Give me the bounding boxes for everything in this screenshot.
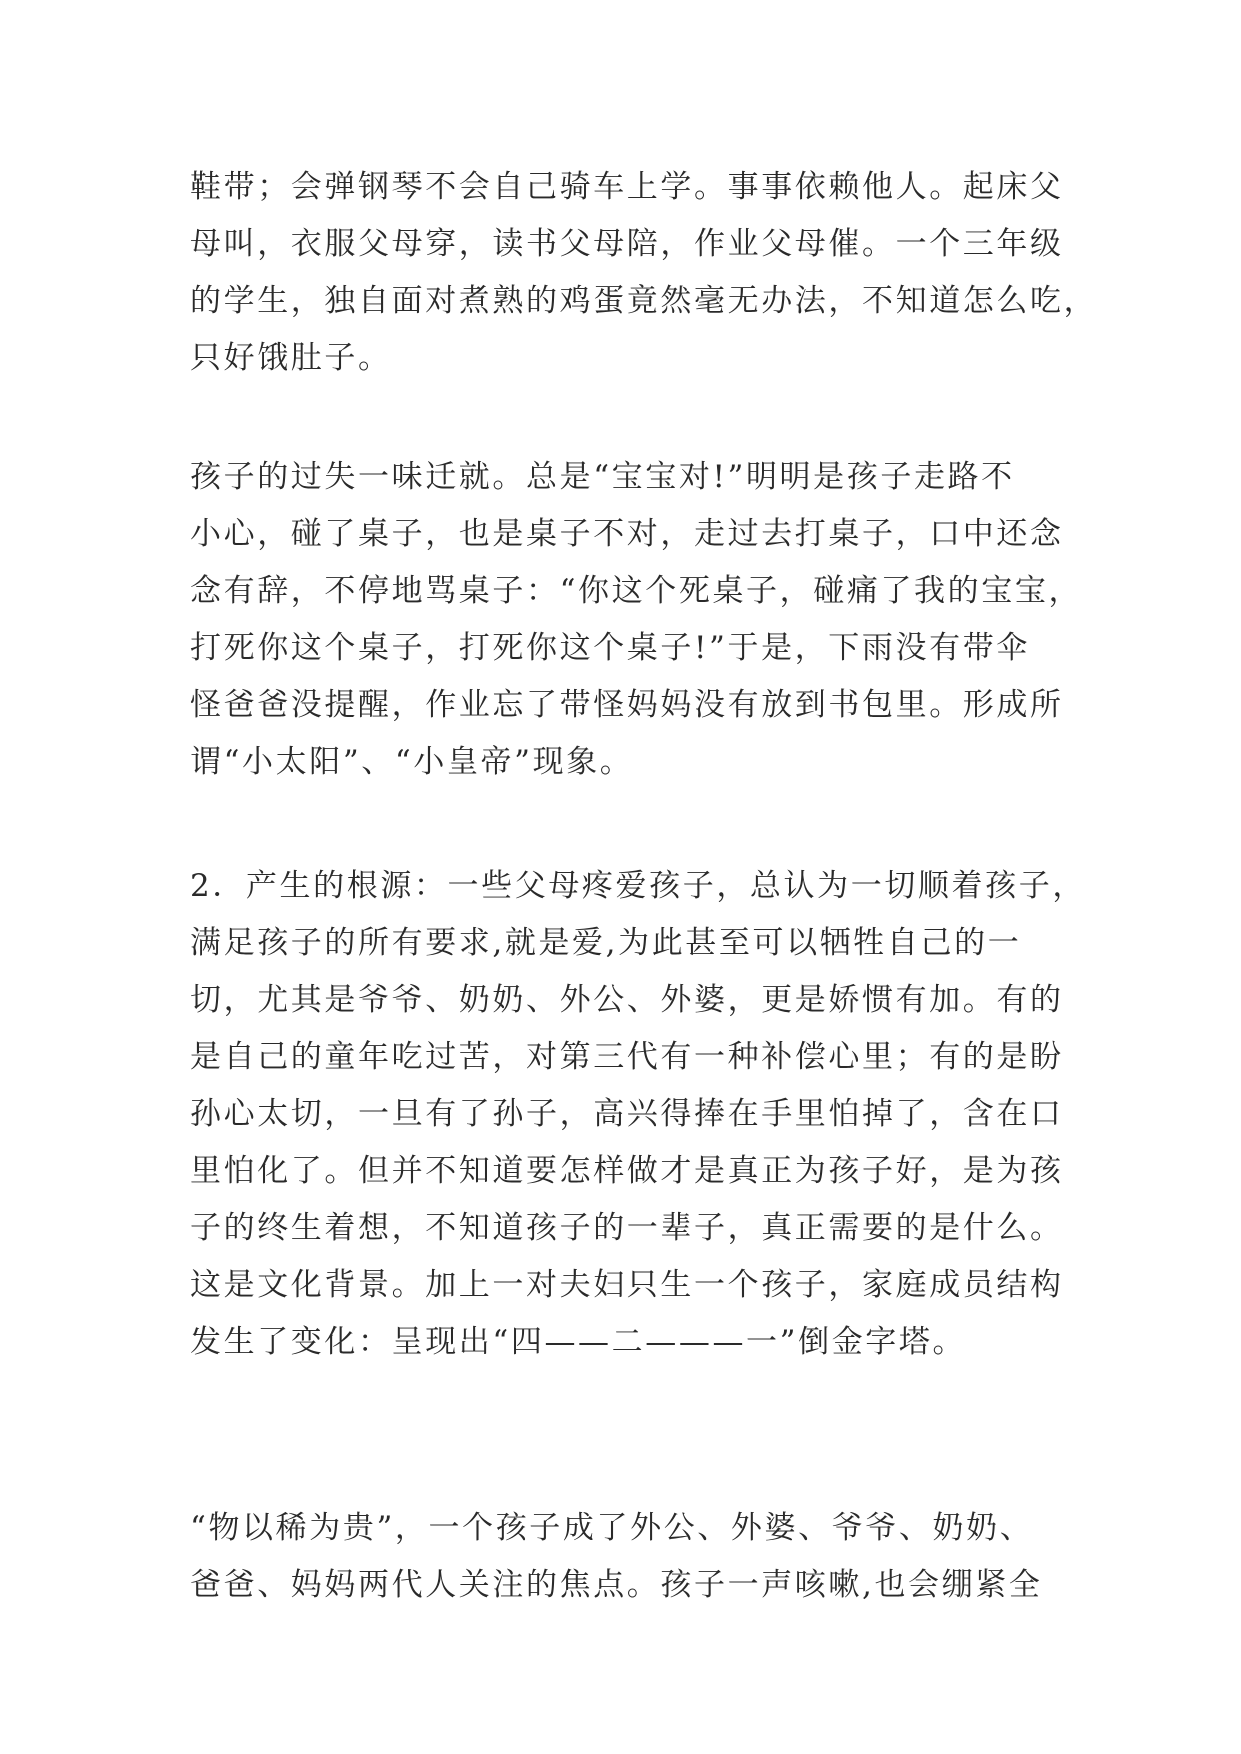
text-line: 小心，碰了桌子，也是桌子不对，走过去打桌子，口中还念 (190, 516, 1064, 552)
text-line: 是自己的童年吃过苦，对第三代有一种补偿心里；有的是盼 (190, 1039, 1064, 1075)
paragraph-root-causes (190, 858, 1086, 1371)
paragraph-indulging-faults (190, 449, 1083, 791)
text-line: 只好饿肚子。 (190, 340, 392, 376)
text-line: 谓“小太阳”、“小皇帝”现象。 (190, 744, 634, 780)
text-line: 母叫，衣服父母穿，读书父母陪，作业父母催。一个三年级 (190, 226, 1064, 262)
text-line: 打死你这个桌子，打死你这个桌子!”于是，下雨没有带伞 (190, 630, 1030, 666)
text-line: 孙心太切，一旦有了孙子，高兴得捧在手里怕掉了，含在口 (190, 1096, 1064, 1132)
text-line: 里怕化了。但并不知道要怎样做才是真正为孩子好，是为孩 (190, 1153, 1064, 1189)
text-line: 的学生，独自面对煮熟的鸡蛋竟然毫无办法，不知道怎么吃， (190, 283, 1098, 319)
text-line: “物以稀为贵”，一个孩子成了外公、外婆、爷爷、奶奶、 (190, 1510, 1034, 1546)
text-line: 发生了变化：呈现出“四——二———一”倒金字塔。 (190, 1324, 967, 1360)
text-line: 鞋带；会弹钢琴不会自己骑车上学。事事依赖他人。起床父 (190, 169, 1064, 205)
paragraph-child-dependence (190, 159, 1098, 387)
text-line: 子的终生着想，不知道孩子的一辈子，真正需要的是什么。 (190, 1210, 1064, 1246)
text-line: 这是文化背景。加上一对夫妇只生一个孩子，家庭成员结构 (190, 1267, 1064, 1303)
text-line: 孩子的过失一味迁就。总是“宝宝对!”明明是孩子走路不 (190, 459, 1015, 495)
text-line: 满足孩子的所有要求,就是爱,为此甚至可以牺牲自己的一 (190, 925, 1022, 961)
text-line: 切，尤其是爷爷、奶奶、外公、外婆，更是娇惯有加。有的 (190, 982, 1064, 1018)
text-line: 2．产生的根源：一些父母疼爱孩子，总认为一切顺着孩子， (190, 868, 1086, 904)
paragraph-focus-of-attention (190, 1500, 1070, 1614)
text-line: 爸爸、妈妈两代人关注的焦点。孩子一声咳嗽,也会绷紧全 (190, 1567, 1043, 1603)
text-line: 怪爸爸没提醒，作业忘了带怪妈妈没有放到书包里。形成所 (190, 687, 1064, 723)
text-line: 念有辞，不停地骂桌子：“你这个死桌子，碰痛了我的宝宝， (190, 573, 1083, 609)
